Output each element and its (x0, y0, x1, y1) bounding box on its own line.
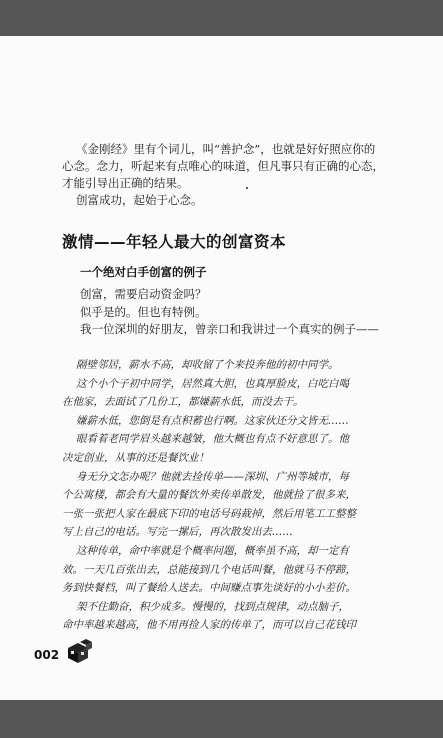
intro-line-2: 心念。念力，听起来有点唯心的味道，但凡事只有正确的心态， (62, 159, 384, 173)
story-line: 这个小个子初中同学，居然真大胆，也真厚脸皮，白吃白喝 (76, 377, 349, 390)
intro-line-4: 创富成功，起始于心念。 (76, 193, 203, 207)
story-line: 决定创业，从事的还是餐饮业！ (62, 451, 209, 464)
dialog-line-1: 创富，需要启动资金吗？ (80, 287, 207, 301)
story-line: 效。一天几百张出去，总能接到几个电话叫餐，他就马不停蹄， (62, 563, 356, 576)
print-speck (246, 187, 248, 189)
story-line: 嫌薪水低，您倒是有点积蓄也行啊。这家伙还分文皆无…… (76, 414, 349, 427)
dialog-line-3: 我一位深圳的好朋友，曾亲口和我讲过一个真实的例子—— (80, 322, 379, 336)
dialog-line-2: 似乎是的。但也有特例。 (80, 304, 207, 319)
story-line: 命中率越来越高，他不用再捡人家的传单了，而可以自己花钱印 (62, 619, 356, 632)
intro-line-3: 才能引导出正确的结果。 (62, 176, 189, 190)
story-line: 架不住勤奋，积少成多。慢慢的，找到点规律，动点脑子， (76, 600, 349, 613)
section-heading: 激情——年轻人最大的创富资本 (62, 233, 287, 251)
intro-line-1: 《金刚经》里有个词儿，叫“善护念”，也就是好好照应你的 (76, 142, 376, 156)
page-number: 002 (34, 648, 60, 662)
story-line: 眼看着老同学眉头越来越皱，他大概也有点不好意思了。他 (76, 433, 349, 446)
story-line: 务到快餐档，叫了餐给人送去。中间赚点事先谈好的小小差价。 (62, 582, 356, 595)
bottom-toolbar (0, 700, 443, 738)
story-block (62, 356, 356, 635)
section-subheading: 一个绝对白手创富的例子 (80, 265, 207, 279)
story-line: 在他家，去面试了几份工，都嫌薪水低，而没去干。 (62, 396, 304, 409)
book-page (0, 36, 443, 700)
dialog-paragraph (80, 286, 379, 339)
story-line: 一张一张把人家在最底下印的电话号码裁掉，然后用笔工工整整 (62, 507, 356, 520)
story-line: 隔壁邻居，薪水不高，却收留了个来投奔他的初中同学。 (76, 359, 339, 371)
story-line: 个公寓楼，都会有大量的餐饮外卖传单散发，他就捡了很多来， (62, 489, 356, 502)
story-line: 身无分文怎办呢？他就去捡传单——深圳、广州等城市，每 (76, 470, 349, 483)
story-line: 写上自己的电话。写完一摞后，再次散发出去…… (62, 526, 293, 539)
story-line: 这种传单，命中率就是个概率问题，概率虽不高，却一定有 (76, 544, 349, 557)
stacked-blocks-icon (64, 636, 94, 666)
top-toolbar (0, 0, 443, 36)
intro-paragraph (62, 141, 402, 209)
